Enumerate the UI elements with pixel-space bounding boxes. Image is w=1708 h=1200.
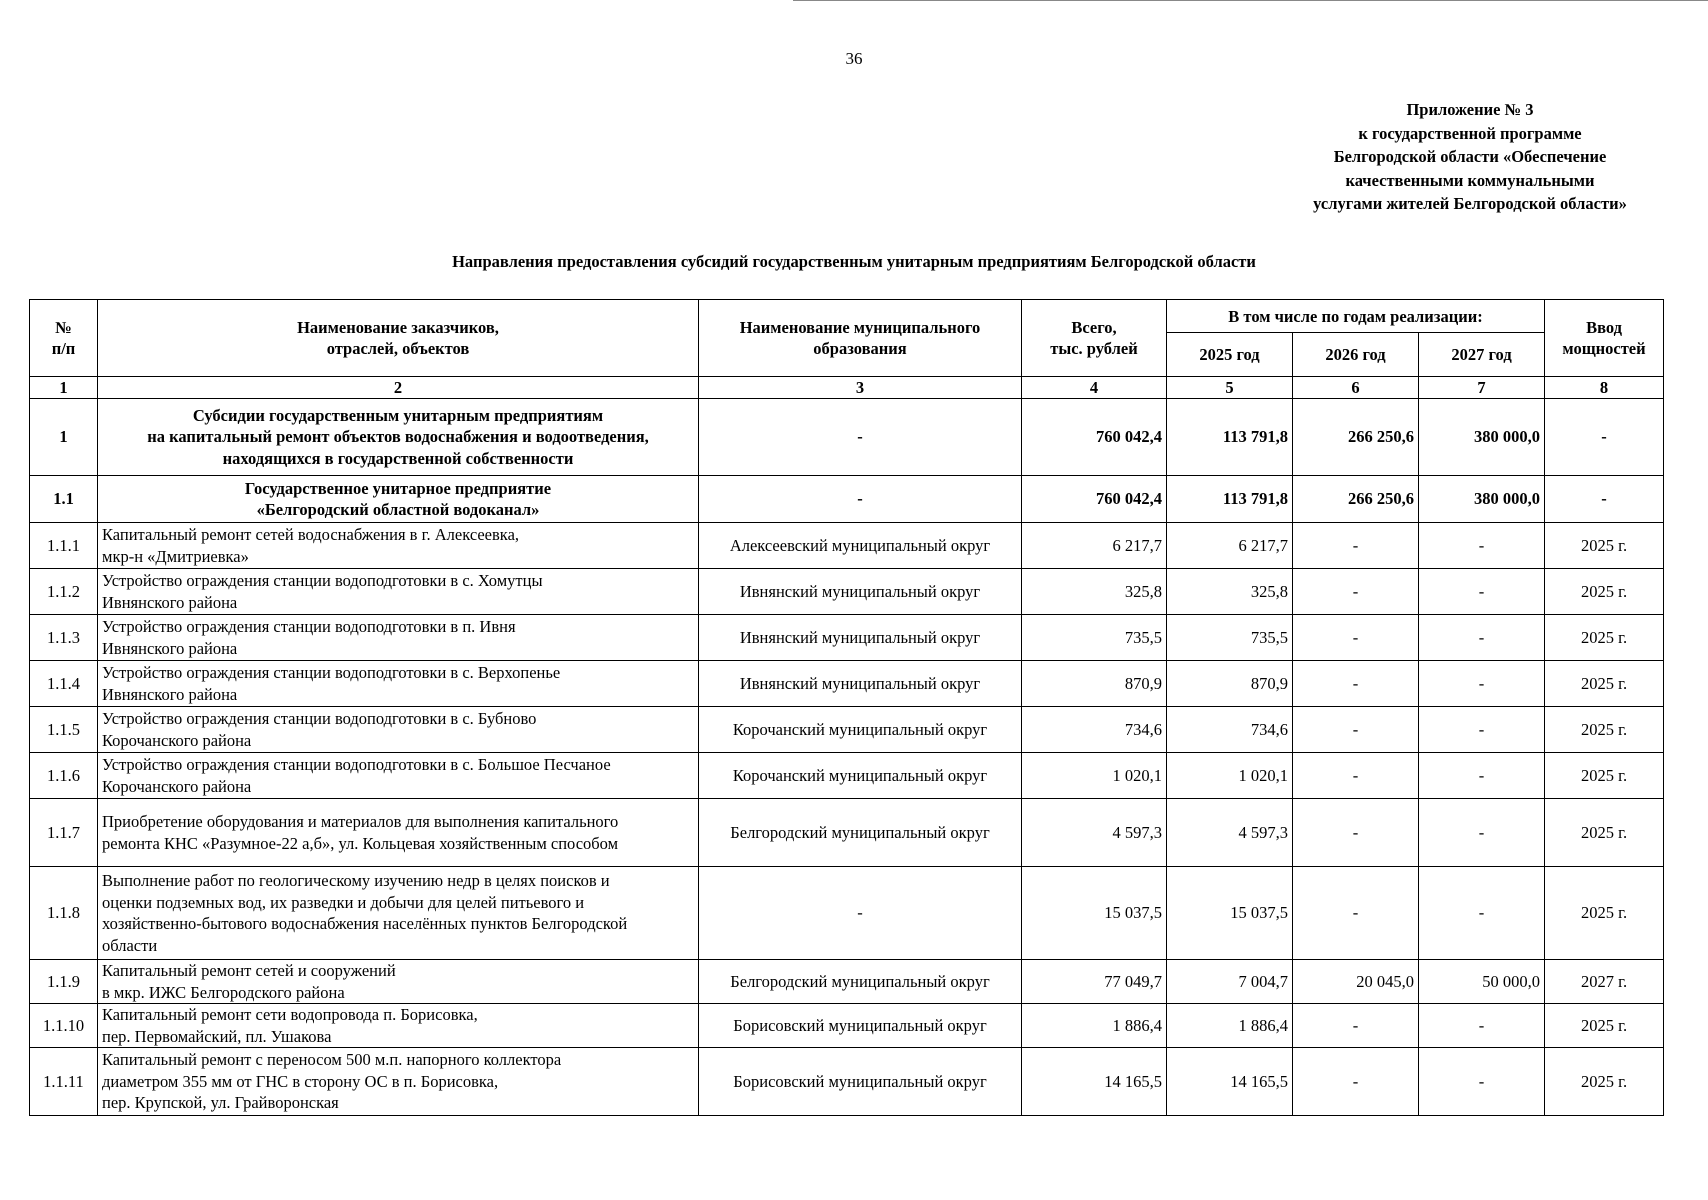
header-name-text: Наименование заказчиков, отраслей, объектов: [297, 318, 499, 358]
row-2027-cell: -: [1419, 1004, 1545, 1048]
header-total: [1022, 300, 1167, 377]
row-municipality-cell: Борисовский муниципальный округ: [699, 1004, 1022, 1048]
row-total-cell: 735,5: [1022, 615, 1167, 661]
table-row: [30, 960, 1664, 1004]
row-num-cell: 1.1.10: [30, 1004, 98, 1048]
row-name-cell: Устройство ограждения станции водоподготовки в с. Большое Песчаное Корочанского района: [98, 753, 699, 799]
appendix-line: услугами жителей Белгородской области»: [1313, 194, 1627, 213]
row-2025-cell: 734,6: [1167, 707, 1293, 753]
row-2027-cell: -: [1419, 799, 1545, 867]
row-municipality-cell: Борисовский муниципальный округ: [699, 1048, 1022, 1116]
row-num-cell: 1.1.11: [30, 1048, 98, 1116]
row-municipality-cell: -: [699, 399, 1022, 476]
page-number: 36: [845, 49, 863, 68]
row-capacity-cell: -: [1545, 399, 1664, 476]
appendix-line: Приложение № 3: [1406, 100, 1534, 119]
row-name-cell: Выполнение работ по геологическому изучению недр в целях поисков и оценки подземных вод, их разведки и добычи для целей питьевого и хозяйственно-бытового водоснабжения населённых пунктов Белгородской области: [98, 867, 699, 960]
row-2027-cell: -: [1419, 707, 1545, 753]
row-num-cell: 1.1.7: [30, 799, 98, 867]
row-total-cell: 1 886,4: [1022, 1004, 1167, 1048]
row-name-cell: Капитальный ремонт сети водопровода п. Борисовка, пер. Первомайский, пл. Ушакова: [98, 1004, 699, 1048]
row-total-cell: 14 165,5: [1022, 1048, 1167, 1116]
row-total-cell: 15 037,5: [1022, 867, 1167, 960]
table-row: [30, 523, 1664, 569]
row-2025-cell: 113 791,8: [1167, 476, 1293, 523]
header-total-text: Всего, тыс. рублей: [1050, 318, 1138, 358]
row-2026-cell: -: [1293, 661, 1419, 707]
row-2026-cell: -: [1293, 867, 1419, 960]
row-2027-cell: -: [1419, 867, 1545, 960]
row-capacity-cell: -: [1545, 476, 1664, 523]
row-capacity-cell: 2025 г.: [1545, 707, 1664, 753]
row-municipality-cell: -: [699, 476, 1022, 523]
row-2025-cell: 14 165,5: [1167, 1048, 1293, 1116]
row-total-cell: 760 042,4: [1022, 399, 1167, 476]
row-2026-cell: -: [1293, 569, 1419, 615]
row-capacity-cell: 2025 г.: [1545, 523, 1664, 569]
row-total-cell: 4 597,3: [1022, 799, 1167, 867]
row-2026-cell: -: [1293, 523, 1419, 569]
row-capacity-cell: 2025 г.: [1545, 569, 1664, 615]
row-capacity-cell: 2027 г.: [1545, 960, 1664, 1004]
row-num-cell: 1.1.6: [30, 753, 98, 799]
header-by-years: В том числе по годам реализации:: [1167, 300, 1545, 333]
row-municipality-cell: Корочанский муниципальный округ: [699, 753, 1022, 799]
header-name: [98, 300, 699, 377]
table-row: [30, 707, 1664, 753]
row-2027-cell: -: [1419, 523, 1545, 569]
row-total-cell: 870,9: [1022, 661, 1167, 707]
row-2025-cell: 113 791,8: [1167, 399, 1293, 476]
row-2026-cell: -: [1293, 753, 1419, 799]
row-2026-cell: -: [1293, 615, 1419, 661]
row-2025-cell: 735,5: [1167, 615, 1293, 661]
column-number: 4: [1022, 377, 1167, 399]
row-2025-cell: 1 886,4: [1167, 1004, 1293, 1048]
row-municipality-cell: Ивнянский муниципальный округ: [699, 661, 1022, 707]
header-municipality-text: Наименование муниципального образования: [739, 318, 981, 358]
column-number: 8: [1545, 377, 1664, 399]
row-name-cell: Субсидии государственным унитарным предприятиям на капитальный ремонт объектов водоснабжения и водоотведения, находящихся в государственной собственности: [98, 399, 699, 476]
row-2026-cell: 20 045,0: [1293, 960, 1419, 1004]
row-name-cell: Капитальный ремонт с переносом 500 м.п. напорного коллектора диаметром 355 мм от ГНС в сторону ОС в п. Борисовка, пер. Крупской, ул. Грайворонская: [98, 1048, 699, 1116]
row-2025-cell: 15 037,5: [1167, 867, 1293, 960]
header-num-text: № п/п: [51, 318, 76, 358]
row-municipality-cell: -: [699, 867, 1022, 960]
row-name-cell: Государственное унитарное предприятие «Белгородский областной водоканал»: [98, 476, 699, 523]
row-name-cell: Устройство ограждения станции водоподготовки в с. Верхопенье Ивнянского района: [98, 661, 699, 707]
row-name-cell: Устройство ограждения станции водоподготовки в с. Бубново Корочанского района: [98, 707, 699, 753]
column-number: 7: [1419, 377, 1545, 399]
row-2027-cell: -: [1419, 661, 1545, 707]
appendix-line: качественными коммунальными: [1345, 170, 1595, 190]
row-total-cell: 6 217,7: [1022, 523, 1167, 569]
row-num-cell: 1.1.9: [30, 960, 98, 1004]
appendix-note: [1280, 98, 1660, 216]
header-capacity-text: Ввод мощностей: [1562, 318, 1646, 358]
row-name-cell: Приобретение оборудования и материалов для выполнения капитального ремонта КНС «Разумное-22 а,б», ул. Кольцевая хозяйственным способом: [98, 799, 699, 867]
row-num-cell: 1: [30, 399, 98, 476]
table-row: [30, 399, 1664, 476]
table-row: [30, 799, 1664, 867]
table-row: [30, 476, 1664, 523]
row-capacity-cell: 2025 г.: [1545, 661, 1664, 707]
row-2026-cell: 266 250,6: [1293, 399, 1419, 476]
row-2025-cell: 7 004,7: [1167, 960, 1293, 1004]
row-capacity-cell: 2025 г.: [1545, 799, 1664, 867]
document-title: Направления предоставления субсидий государственным унитарным предприятиям Белгородской области: [452, 252, 1256, 271]
row-num-cell: 1.1.2: [30, 569, 98, 615]
table-row: [30, 1048, 1664, 1116]
row-2027-cell: -: [1419, 753, 1545, 799]
row-2025-cell: 1 020,1: [1167, 753, 1293, 799]
row-2027-cell: -: [1419, 569, 1545, 615]
top-edge-line: [793, 0, 1708, 1]
header-capacity: [1545, 300, 1664, 377]
row-name-cell: Капитальный ремонт сетей водоснабжения в г. Алексеевка, мкр-н «Дмитриевка»: [98, 523, 699, 569]
appendix-line: к государственной программе: [1358, 123, 1582, 143]
table-row: [30, 615, 1664, 661]
row-num-cell: 1.1: [30, 476, 98, 523]
row-num-cell: 1.1.3: [30, 615, 98, 661]
column-number: 5: [1167, 377, 1293, 399]
table-row: [30, 753, 1664, 799]
column-number: 1: [30, 377, 98, 399]
row-total-cell: 760 042,4: [1022, 476, 1167, 523]
row-num-cell: 1.1.4: [30, 661, 98, 707]
header-year-2025: 2025 год: [1167, 333, 1293, 377]
row-name-cell: Устройство ограждения станции водоподготовки в с. Хомутцы Ивнянского района: [98, 569, 699, 615]
row-2026-cell: -: [1293, 799, 1419, 867]
row-capacity-cell: 2025 г.: [1545, 753, 1664, 799]
header-year-2027: 2027 год: [1419, 333, 1545, 377]
row-municipality-cell: Белгородский муниципальный округ: [699, 799, 1022, 867]
column-number-row: [30, 377, 1664, 399]
row-municipality-cell: Корочанский муниципальный округ: [699, 707, 1022, 753]
row-2027-cell: -: [1419, 1048, 1545, 1116]
header-num: [30, 300, 98, 377]
row-total-cell: 77 049,7: [1022, 960, 1167, 1004]
row-capacity-cell: 2025 г.: [1545, 1004, 1664, 1048]
row-2026-cell: 266 250,6: [1293, 476, 1419, 523]
row-name-cell: Устройство ограждения станции водоподготовки в п. Ивня Ивнянского района: [98, 615, 699, 661]
table-row: [30, 569, 1664, 615]
column-number: 6: [1293, 377, 1419, 399]
header-municipality: [699, 300, 1022, 377]
table-row: [30, 661, 1664, 707]
table-row: [30, 867, 1664, 960]
subsidies-table: [29, 299, 1664, 1116]
row-2025-cell: 325,8: [1167, 569, 1293, 615]
header-year-2026: 2026 год: [1293, 333, 1419, 377]
row-capacity-cell: 2025 г.: [1545, 615, 1664, 661]
appendix-line: Белгородской области «Обеспечение: [1333, 147, 1607, 166]
column-number: 2: [98, 377, 699, 399]
row-capacity-cell: 2025 г.: [1545, 867, 1664, 960]
row-municipality-cell: Белгородский муниципальный округ: [699, 960, 1022, 1004]
row-2027-cell: 50 000,0: [1419, 960, 1545, 1004]
row-2027-cell: 380 000,0: [1419, 476, 1545, 523]
row-municipality-cell: Алексеевский муниципальный округ: [699, 523, 1022, 569]
row-2026-cell: -: [1293, 1048, 1419, 1116]
row-num-cell: 1.1.1: [30, 523, 98, 569]
row-2025-cell: 870,9: [1167, 661, 1293, 707]
row-municipality-cell: Ивнянский муниципальный округ: [699, 569, 1022, 615]
row-num-cell: 1.1.5: [30, 707, 98, 753]
column-number: 3: [699, 377, 1022, 399]
table-row: [30, 1004, 1664, 1048]
row-2026-cell: -: [1293, 707, 1419, 753]
row-total-cell: 325,8: [1022, 569, 1167, 615]
row-name-cell: Капитальный ремонт сетей и сооружений в мкр. ИЖС Белгородского района: [98, 960, 699, 1004]
row-total-cell: 1 020,1: [1022, 753, 1167, 799]
row-municipality-cell: Ивнянский муниципальный округ: [699, 615, 1022, 661]
row-2027-cell: 380 000,0: [1419, 399, 1545, 476]
row-2025-cell: 4 597,3: [1167, 799, 1293, 867]
row-2026-cell: -: [1293, 1004, 1419, 1048]
row-capacity-cell: 2025 г.: [1545, 1048, 1664, 1116]
row-total-cell: 734,6: [1022, 707, 1167, 753]
row-num-cell: 1.1.8: [30, 867, 98, 960]
row-2027-cell: -: [1419, 615, 1545, 661]
row-2025-cell: 6 217,7: [1167, 523, 1293, 569]
